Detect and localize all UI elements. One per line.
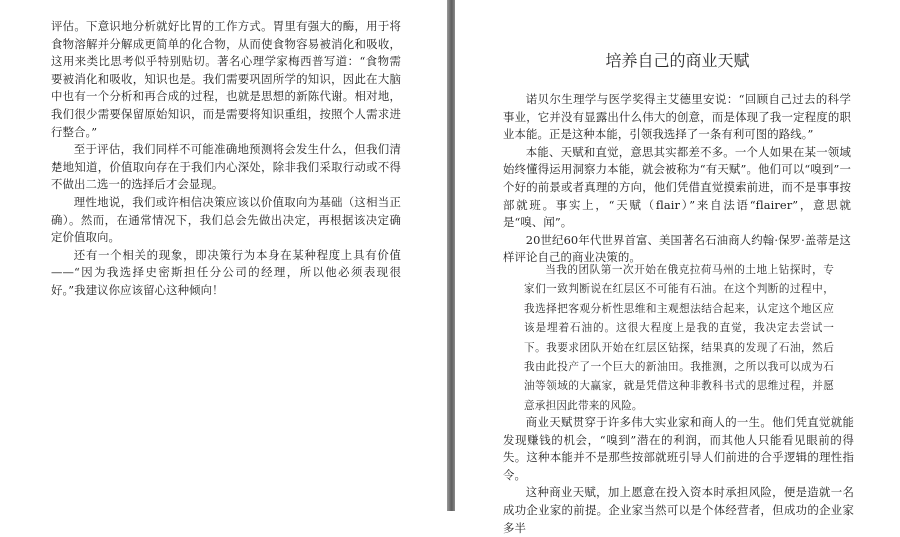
left-page-body xyxy=(51,18,401,300)
left-page xyxy=(0,0,447,511)
right-page xyxy=(455,0,900,535)
left-paragraph-4: 还有一个相关的现象，即决策行为本身在某种程度上具有价值——“因为我选择史密斯担任分公司的经理，所以他必须表现很好。”我建议你应该留心这种倾向！ xyxy=(51,247,401,297)
right-paragraph-2: 本能、天赋和直觉，意思其实都差不多。一个人如果在某一领域始终懂得运用洞察力本能，就会被称为“有天赋”。他们可以“嗅到”一个好的前景或者真理的方向，他们凭借直觉摸索前进，而不是事事按部就班。事实上，“天赋（flair）”来自法语“flairer”，意思就是“嗅、闻”。 xyxy=(503,144,851,230)
right-page-body-top xyxy=(503,91,851,267)
block-quote xyxy=(524,261,834,416)
left-paragraph-3: 理性地说，我们或许相信决策应该以价值取向为基础（这相当正确）。然而，在通常情况下，我们总会先做出决定，再根据该决定确定价值取向。 xyxy=(51,194,401,245)
right-paragraph-1: 诺贝尔生理学与医学奖得主艾德里安说：“回顾自己过去的科学事业，它并没有显露出什么伟大的创意，而是体现了我一定程度的职业本能。正是这种本能，引领我选择了一条有利可图的路线。” xyxy=(503,92,851,142)
section-title: 培养自己的商业天赋 xyxy=(605,51,750,70)
quote-text: 当我的团队第一次开始在俄克拉荷马州的土地上钻探时，专家们一致判断说在红层区不可能有石油。在这个判断的过程中，我选择把客观分析性思维和主观想法结合起来，认定这个地区应该是埋着石油的。这很大程度上是我的直觉，我决定去尝试一下。我要求团队开始在红层区钻探，结果真的发现了石油，然后我由此投产了一个巨大的新油田。我推测，之所以我可以成为石油等领域的大赢家，就是凭借这种非教科书式的思维过程，并愿意承担因此带来的风险。 xyxy=(524,264,834,412)
right-paragraph-5: 这种商业天赋，加上愿意在投入资本时承担风险，便是造就一名成功企业家的前提。企业家当然可以是个体经营者，但成功的企业家多半 xyxy=(503,485,854,535)
right-paragraph-3: 20世纪60年代世界首富、美国著名石油商人约翰·保罗·盖蒂是这样评论自己的商业决策的。 xyxy=(503,232,851,265)
right-paragraph-4: 商业天赋贯穿于许多伟大实业家和商人的一生。他们凭直觉就能发现赚钱的机会，“嗅到”潜在的利润，而其他人只能看见眼前的得失。这种本能并不是那些按部就班引导人们前进的合乎逻辑的理性指令。 xyxy=(503,415,854,482)
left-paragraph-2: 至于评估，我们同样不可能准确地预测将会发生什么，但我们清楚地知道，价值取向存在于我们内心深处，除非我们采取行动或不得不做出二选一的选择后才会显现。 xyxy=(51,142,401,192)
left-paragraph-1: 评估。下意识地分析就好比胃的工作方式。胃里有强大的酶，用于将食物溶解并分解成更简单的化合物，从而使食物容易被消化和吸收，这用来类比思考似乎特别贴切。著名心理学家梅西普写道：“食物需要被消化和吸收，知识也是。我们需要巩固所学的知识，因此在大脑中也有一个分析和再合成的过程，也就是思想的新陈代谢。相对地，我们很少需要保留原始知识，而是需要将知识重组，按照个人需求进行整合。” xyxy=(51,19,401,139)
right-page-body-bottom xyxy=(503,414,854,537)
book-spine-divider xyxy=(447,0,455,511)
